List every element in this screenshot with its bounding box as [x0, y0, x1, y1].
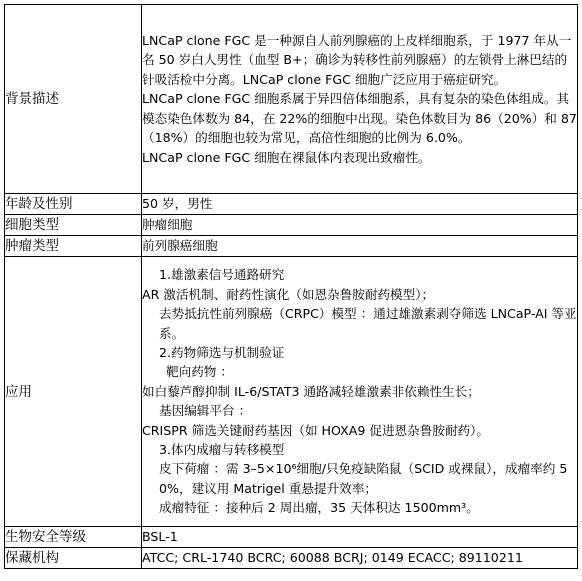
label-age-sex: 年龄及性别 — [5, 194, 142, 215]
row-tumor-type — [5, 236, 578, 257]
value-biosafety: BSL-1 — [142, 527, 578, 548]
row-repository — [5, 548, 578, 569]
value-tumor-type: 前列腺癌细胞 — [142, 236, 578, 257]
application-line: AR 激活机制、耐药性演化（如恩杂鲁胺耐药模型）； — [142, 286, 435, 302]
application-line: 去势抵抗性前列腺癌（CRPC）模型 ：通过雄激素剥夺筛选 LNCaP-AI 等亚系。 — [159, 306, 577, 341]
application-line: 皮下荷瘤 ：需 3–5×10⁶细胞/只免疫缺陷鼠（SCID 或裸鼠），成瘤率约 50%，建议用 Matrigel 重悬提升效率； — [159, 461, 568, 496]
value-age-sex: 50 岁，男性 — [142, 194, 578, 215]
application-line: 基因编辑平台 ： — [159, 403, 252, 419]
application-line: 2.药物筛选与机制验证 — [159, 344, 285, 360]
row-application — [5, 257, 578, 527]
value-cell-type: 肿瘤细胞 — [142, 215, 578, 236]
label-biosafety: 生物安全等级 — [5, 527, 142, 548]
background-paragraph: LNCaP clone FGC 是一种源自人前列腺癌的上皮样细胞系，于 1977 年从一名 50 岁白人男性（血型 B+；确诊为转移性前列腺癌）的左锁骨上淋巴结的针吸活检中分离。LNCaP clone FGC 细胞广泛应用于癌症研究。 — [142, 33, 572, 87]
application-line: 1.雄激素信号通路研究 — [159, 267, 285, 283]
application-line: 靶向药物 ： — [166, 364, 233, 380]
background-paragraph: LNCaP clone FGC 细胞在裸鼠体内表现出致瘤性。 — [142, 149, 431, 165]
background-paragraph: LNCaP clone FGC 细胞系属于异四倍体细胞系，具有复杂的染色体组成。其模态染色体数为 84，在 22%的细胞中出现。染色体数目为 86（20%）和 87（18%）的细胞也较为常见，高倍性细胞的比例为 6.0%。 — [142, 91, 577, 146]
application-line: 3.体内成瘤与转移模型 — [159, 442, 285, 458]
cell-line-info-table — [4, 4, 578, 569]
row-background — [5, 5, 578, 194]
label-application: 应用 — [5, 257, 142, 527]
label-cell-type: 细胞类型 — [5, 215, 142, 236]
application-line: 成瘤特征 ：接种后 2 周出瘤，35 天体积达 1500mm³。 — [159, 500, 479, 516]
row-biosafety — [5, 527, 578, 548]
label-background: 背景描述 — [5, 5, 142, 194]
application-line: 如白藜芦醇抑制 IL-6/STAT3 通路减轻雄激素非依赖性生长； — [142, 383, 480, 399]
label-repository: 保藏机构 — [5, 548, 142, 569]
row-age-sex — [5, 194, 578, 215]
application-line: CRISPR 筛选关键耐药基因（如 HOXA9 促进恩杂鲁胺耐药）。 — [142, 422, 490, 438]
label-tumor-type: 肿瘤类型 — [5, 236, 142, 257]
row-cell-type — [5, 215, 578, 236]
value-repository: ATCC; CRL-1740 BCRC; 60088 BCRJ; 0149 ECACC; 89110211 — [142, 548, 578, 569]
value-background — [142, 5, 578, 194]
value-application — [142, 257, 578, 527]
